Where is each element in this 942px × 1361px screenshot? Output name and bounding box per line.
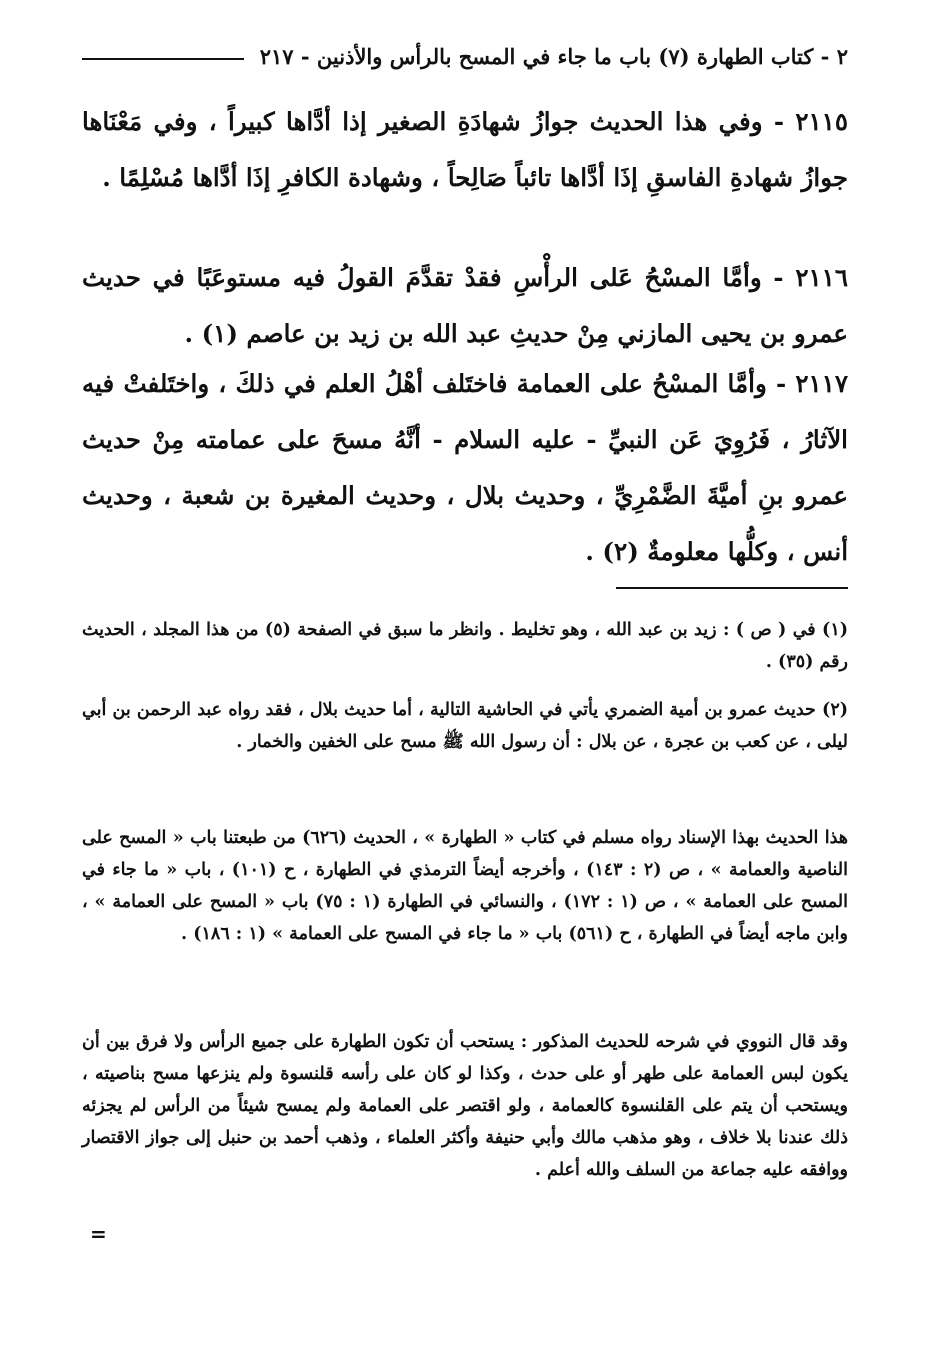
header-title: ٢ - كتاب الطهارة (٧) باب ما جاء في المسح بالرأس والأذنين - ٢١٧ [259, 43, 848, 69]
footnote-text: (٢) حديث عمرو بن أمية الضمري يأتي في الحاشية التالية ، أما حديث بلال ، فقد رواه عبد الرحمن بن أبي ليلى ، عن كعب بن عجرة ، عن بلال : أن رسول الله ﷺ مسح على الخفين والخمار . [82, 700, 848, 752]
continuation-mark: = [90, 1222, 107, 1246]
footnote-text: (١) في ( ص ) : زيد بن عبد الله ، وهو تخليط . وانظر ما سبق في الصفحة (٥) من هذا المجلد ، الحديث رقم (٣٥) . [82, 620, 849, 672]
paragraph-2116 [82, 250, 848, 362]
footnote-2 [82, 694, 848, 758]
footnote-2-nawawi [82, 1026, 848, 1186]
paragraph-text: ٢١١٦ - وأمَّا المسْحُ عَلى الرأْسِ فقدْ تقدَّمَ القولُ فيه مستوعَبًا في حديث عمرو بن يحيى المازني مِنْ حديثِ عبد الله بن زيد بن عاصم (١) . [82, 263, 848, 348]
paragraph-text: ٢١١٧ - وأمَّا المسْحُ على العمامة فاختَلف أهْلُ العلم في ذلكَ ، واختَلفتْ فيه الآثارُ ، فَرُوِيَ عَن النبيِّ - عليه السلام - أنَّهُ مسحَ على عمامته مِنْ حديث عمرو بنِ أميَّةَ الضَّمْرِيِّ ، وحديث بلال ، وحديث المغيرة بن شعبة ، وحديث أنس ، وكلُّها معلومةٌ (٢) . [82, 369, 848, 566]
footnote-1 [82, 614, 848, 678]
footnote-separator [616, 587, 848, 589]
footnote-text: وقد قال النووي في شرحه للحديث المذكور : يستحب أن تكون الطهارة على جميع الرأس ولا فرق بين أن يكون لبس العمامة على طهر أو على حدث ، وكذا لو كان على رأسه قلنسوة ولم ينزعها مسح بناصيته ، ويستحب أن يتم على القلنسوة كالعمامة ، ولو اقتصر على العمامة ولم يمسح شيئاً من الرأس لم يجزئه ذلك عندنا بلا خلاف ، وهو مذهب مالك وأبي حنيفة وأكثر العلماء ، وذهب أحمد بن حنبل إلى جواز الاقتصار ووافقه عليه جماعة من السلف والله أعلم . [82, 1032, 848, 1180]
footnote-text: هذا الحديث بهذا الإسناد رواه مسلم في كتاب « الطهارة » ، الحديث (٦٢٦) من طبعتنا باب « المسح على الناصية والعمامة » ، ص (٢ : ١٤٣) ، وأخرجه أيضاً الترمذي في الطهارة ، ح (١٠١) ، باب « ما جاء في المسح على العمامة » ، ص (١ : ١٧٢) ، والنسائي في الطهارة (١ : ٧٥) باب « المسح على العمامة » ، وابن ماجه أيضاً في الطهارة ، ح (٥٦١) باب « ما جاء في المسح على العمامة » (١ : ١٨٦) . [82, 828, 849, 944]
paragraph-2115 [82, 94, 848, 206]
paragraph-text: ٢١١٥ - وفي هذا الحديث جوازُ شهادَةِ الصغير إذا أدَّاها كبيراً ، وفي مَعْنَاها جوازُ شهادةِ الفاسقِ إذَا أدَّاها تائباً صَالِحاً ، وشهادة الكافرِ إذَا أدَّاها مُسْلِمًا . [82, 107, 848, 192]
running-header [82, 36, 848, 76]
paragraph-2117 [82, 356, 848, 580]
header-rule [82, 58, 244, 60]
footnote-2-continued [82, 822, 848, 950]
